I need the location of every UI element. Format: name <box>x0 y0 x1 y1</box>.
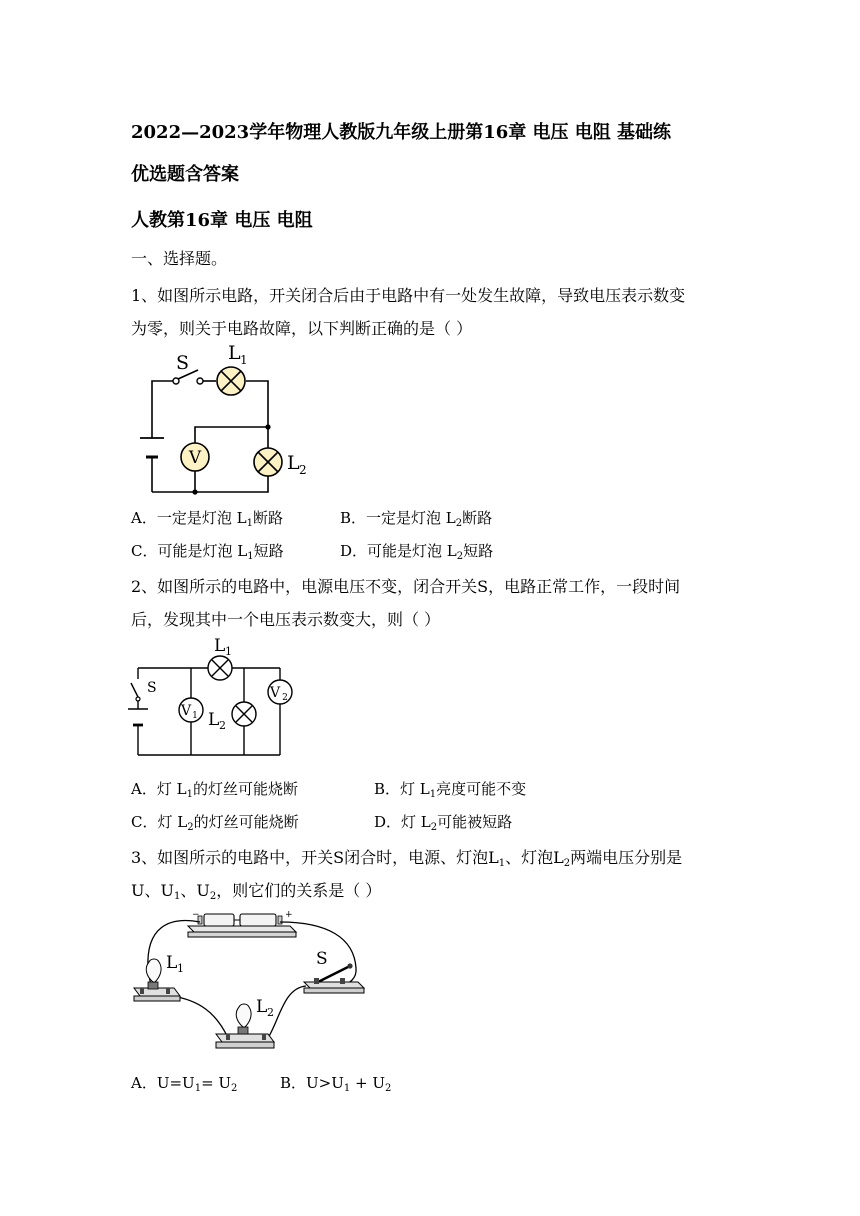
q2-stem-line1: 2、如图所示的电路中，电源电压不变，闭合开关S，电路正常工作，一段时间 <box>131 577 681 596</box>
q1-lamp2-sub: 2 <box>299 463 307 477</box>
q3-switch-label: S <box>316 949 328 969</box>
q3-battery-minus: − <box>192 910 200 920</box>
q2-circuit-diagram <box>128 635 318 765</box>
q1-option-d[interactable]: D．可能是灯泡 $L_2$短路 <box>340 542 494 562</box>
q1-lamp2-label: L <box>287 452 300 474</box>
document-title-line1: 2022—2023学年物理人教版九年级上册第16章 电压 电阻 基础练 <box>131 122 672 143</box>
q2-v2-label: V <box>269 685 281 701</box>
q2-lamp2-sub: 2 <box>219 719 226 732</box>
q1-switch-label: S <box>176 352 190 374</box>
q2-lamp1-sub: 1 <box>225 645 232 658</box>
q3-option-a[interactable]: A．$U=U_1= U_2$ <box>131 1074 238 1094</box>
q2-option-b[interactable]: B．灯 $L_1$亮度可能不变 <box>374 780 527 800</box>
q2-v1-label: V <box>180 703 192 719</box>
q3-lamp1-label: L <box>166 953 178 973</box>
q1-option-c[interactable]: C．可能是灯泡 $L_1$短路 <box>131 542 284 562</box>
q1-stem-line2: 为零，则关于电路故障，以下判断正确的是（ ） <box>131 319 473 338</box>
document-title-line2: 优选题含答案 <box>131 164 239 185</box>
q2-option-c[interactable]: C．灯 $L_2$的灯丝可能烧断 <box>131 813 299 833</box>
q2-option-d[interactable]: D．灯 $L_2$可能被短路 <box>374 813 513 833</box>
q1-stem-line1: 1、如图所示电路，开关闭合后由于电路中有一处发生故障，导致电压表示数变 <box>131 286 686 305</box>
q1-lamp1-label: L <box>228 342 241 364</box>
q3-circuit-photo <box>128 908 373 1058</box>
q3-stem-line1: 3、如图所示的电路中，开关S闭合时，电源、灯泡$L_1$、灯泡$L_2$两端电压分别是 <box>131 848 683 869</box>
q2-v1-sub: 1 <box>192 711 198 721</box>
q1-option-b[interactable]: B．一定是灯泡 $L_2$断路 <box>340 509 493 529</box>
q2-v2-sub: 2 <box>282 693 288 703</box>
q2-lamp1-label: L <box>214 636 226 656</box>
q3-stem-line2: U、$U_1$、$U_2$，则它们的关系是（ ） <box>131 881 382 902</box>
q2-switch-label: S <box>147 680 157 696</box>
part-heading: 一、选择题。 <box>131 249 228 268</box>
q1-lamp1-sub: 1 <box>240 353 248 367</box>
q2-lamp2-label: L <box>208 710 220 730</box>
q1-option-a[interactable]: A．一定是灯泡 $L_1$断路 <box>131 509 283 529</box>
section-heading: 人教第16章 电压 电阻 <box>131 210 313 231</box>
q1-circuit-diagram <box>130 342 330 495</box>
q3-lamp2-label: L <box>256 997 268 1017</box>
q3-lamp2-sub: 2 <box>267 1006 274 1019</box>
q3-option-b[interactable]: B．$U>U_1 + U_2$ <box>280 1074 392 1094</box>
q2-option-a[interactable]: A．灯 $L_1$的灯丝可能烧断 <box>131 780 298 800</box>
q3-lamp1-sub: 1 <box>177 962 184 975</box>
q1-voltmeter-label: V <box>188 448 202 468</box>
q2-stem-line2: 后，发现其中一个电压表示数变大，则（ ） <box>131 610 441 629</box>
q3-battery-plus: + <box>285 910 293 920</box>
